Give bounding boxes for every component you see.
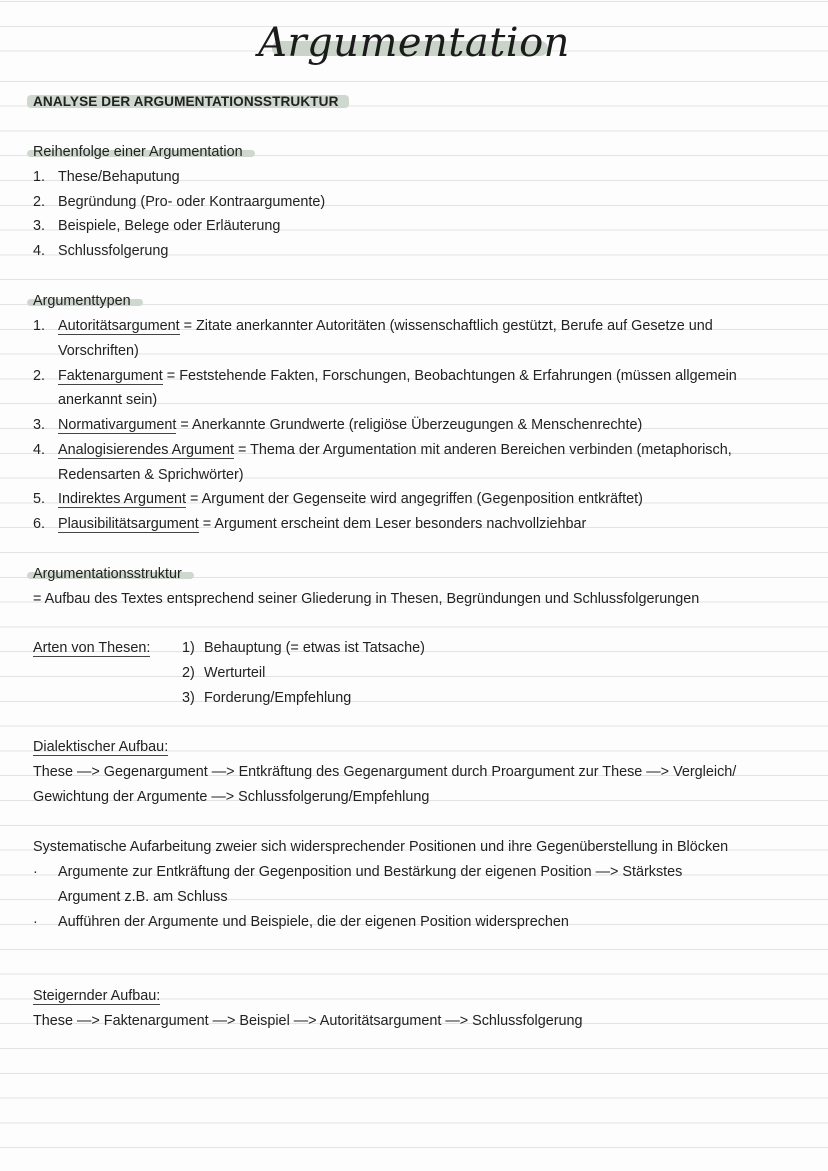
item-number: 2. [33, 194, 46, 210]
item-text: Beispiele, Belege oder Erläuterung [58, 218, 281, 234]
item-number: 3. [33, 417, 46, 433]
section-heading-argumenttypen [33, 291, 131, 311]
item-text: = Argument erscheint dem Leser besonders nachvollziehbar [198, 516, 587, 532]
item-number: 1. [33, 318, 46, 334]
list-item [33, 440, 732, 460]
item-text: Argumente zur Entkräftung der Gegenposition und Bestärkung der eigenen Position —> Stärkstes [58, 864, 683, 880]
section-heading-steigernd [33, 986, 160, 1006]
dialektisch-intro: Systematische Aufarbeitung zweier sich widersprechender Positionen und ihre Gegenüberstellung in Blöcken [33, 839, 729, 855]
section-heading-dialektisch [33, 737, 168, 757]
list-item [33, 316, 713, 336]
section-heading-text: Dialektischer Aufbau: [33, 739, 169, 755]
dialektisch-line: These —> Gegenargument —> Entkräftung des Gegenargument durch Proargument zur These —> Vergleich/ [33, 764, 737, 780]
list-item [33, 366, 737, 386]
list-item [33, 192, 325, 212]
item-text: = Thema der Argumentation mit anderen Bereichen verbinden (metaphorisch, [234, 442, 732, 458]
list-item [33, 241, 168, 261]
thesen-label-text: Arten von Thesen: [33, 640, 151, 656]
item-continuation: Argument z.B. am Schluss [58, 889, 228, 905]
section-heading-reihenfolge [33, 142, 243, 162]
item-continuation: Redensarten & Sprichwörter) [58, 467, 244, 483]
item-term: Indirektes Argument [58, 491, 186, 507]
section-heading-text: Argumentationsstruktur [33, 566, 182, 582]
item-number: 1) [182, 640, 195, 656]
struktur-definition: = Aufbau des Textes entsprechend seiner Gliederung in Thesen, Begründungen und Schlussfolgerungen [33, 591, 700, 607]
bullet-dot: · [33, 914, 38, 930]
thesen-label [33, 638, 150, 658]
item-text: = Argument der Gegenseite wird angegriffen (Gegenposition entkräftet) [185, 491, 643, 507]
item-continuation: Vorschriften) [58, 343, 139, 359]
page-title: Argumentation [258, 20, 570, 66]
item-text: = Zitate anerkannter Autoritäten (wissenschaftlich gestützt, Berufe auf Gesetze und [179, 318, 713, 334]
list-item [33, 489, 643, 509]
item-text: Werturteil [204, 665, 266, 681]
section-heading-struktur [33, 564, 182, 584]
list-item [33, 514, 586, 534]
bullet-item [33, 862, 682, 882]
item-number: 5. [33, 491, 46, 507]
item-number: 4. [33, 243, 46, 259]
item-number: 6. [33, 516, 46, 532]
bullet-dot: · [33, 864, 38, 880]
item-number: 2. [33, 368, 46, 384]
item-term: Normativargument [58, 417, 177, 433]
title-area [0, 14, 828, 82]
item-term: Analogisierendes Argument [58, 442, 234, 458]
item-text: Schlussfolgerung [58, 243, 169, 259]
item-text: Begründung (Pro- oder Kontraargumente) [58, 194, 326, 210]
item-text: = Feststehende Fakten, Forschungen, Beobachtungen & Erfahrungen (müssen allgemein [162, 368, 737, 384]
list-item [33, 167, 180, 187]
dialektisch-line: Gewichtung der Argumente —> Schlussfolgerung/Empfehlung [33, 789, 430, 805]
item-number: 1. [33, 169, 46, 185]
list-item [33, 415, 642, 435]
main-heading-text: ANALYSE DER ARGUMENTATIONSSTRUKTUR [33, 92, 339, 112]
item-term: Autoritätsargument [58, 318, 180, 334]
item-number: 2) [182, 665, 195, 681]
list-item [182, 638, 425, 658]
main-heading [33, 92, 339, 112]
section-heading-text: Reihenfolge einer Argumentation [33, 144, 243, 160]
item-text: Forderung/Empfehlung [204, 690, 352, 706]
item-continuation: anerkannt sein) [58, 392, 158, 408]
item-term: Plausibilitätsargument [58, 516, 199, 532]
list-item [182, 688, 351, 708]
item-number: 3) [182, 690, 195, 706]
list-item [33, 216, 280, 236]
item-number: 3. [33, 218, 46, 234]
item-text: Behauptung (= etwas ist Tatsache) [204, 640, 425, 656]
section-heading-text: Argumenttypen [33, 293, 131, 309]
steigernd-line: These —> Faktenargument —> Beispiel —> Autoritätsargument —> Schlussfolgerung [33, 1013, 583, 1029]
list-item [182, 663, 265, 683]
section-heading-text: Steigernder Aufbau: [33, 988, 161, 1004]
item-text: These/Behaputung [58, 169, 180, 185]
bullet-item [33, 912, 569, 932]
item-term: Faktenargument [58, 368, 163, 384]
item-text: = Anerkannte Grundwerte (religiöse Überzeugungen & Menschenrechte) [176, 417, 643, 433]
item-number: 4. [33, 442, 46, 458]
item-text: Aufführen der Argumente und Beispiele, die der eigenen Position widersprechen [58, 914, 569, 930]
